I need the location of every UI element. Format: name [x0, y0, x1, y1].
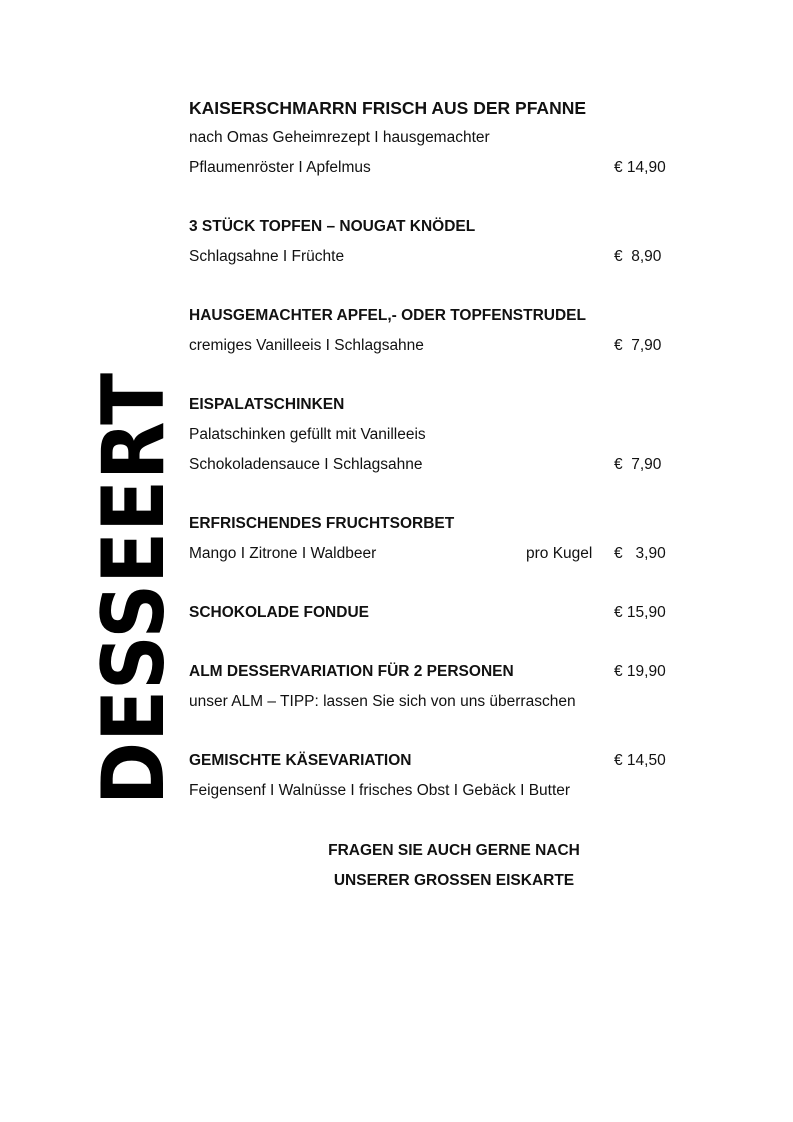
item-description: nach Omas Geheimrezept I hausgemachter — [189, 129, 490, 146]
item-price: € 15,90 — [614, 604, 666, 621]
item-price: € 3,90 — [614, 545, 666, 562]
menu-item-schokolade-fondue — [189, 598, 689, 628]
item-title-row — [189, 598, 689, 628]
item-description: Mango I Zitrone I Waldbeer — [189, 545, 377, 562]
menu-item-kaiserschmarrn — [189, 93, 689, 183]
item-unit: pro Kugel — [526, 545, 593, 562]
side-title — [83, 316, 184, 805]
item-description: Schlagsahne I Früchte — [189, 248, 345, 265]
item-price: € 14,50 — [614, 752, 666, 769]
side-title-graphic — [83, 316, 184, 805]
menu-item-fruchtsorbet — [189, 509, 689, 569]
item-price: € 8,90 — [614, 248, 662, 265]
item-description-row — [189, 242, 689, 272]
item-title-row — [189, 746, 689, 776]
side-title-text: DESSEERT — [84, 316, 184, 805]
item-description: Palatschinken gefüllt mit Vanilleeis — [189, 426, 426, 443]
menu-item-eispalatschinken — [189, 390, 689, 480]
footer-note — [190, 836, 718, 896]
item-description-row — [189, 153, 689, 183]
item-description: Schokoladensauce I Schlagsahne — [189, 456, 423, 473]
menu-item-alm-dessertvariation — [189, 657, 689, 717]
item-title: ALM DESSERVARIATION FÜR 2 PERSONEN — [189, 663, 514, 680]
item-title: EISPALATSCHINKEN — [189, 396, 345, 413]
item-price: € 7,90 — [614, 456, 662, 473]
menu-item-topfen-nougat-knoedel — [189, 212, 689, 272]
item-description: unser ALM – TIPP: lassen Sie sich von uns überraschen — [189, 693, 576, 710]
menu-item-strudel — [189, 301, 689, 361]
item-title-row — [189, 657, 689, 687]
item-description-row — [189, 539, 689, 569]
item-description-row — [189, 331, 689, 361]
item-price: € 7,90 — [614, 337, 662, 354]
item-description: Pflaumenröster I Apfelmus — [189, 159, 371, 176]
item-title: ERFRISCHENDES FRUCHTSORBET — [189, 515, 455, 532]
dessert-menu — [189, 93, 689, 835]
item-title: KAISERSCHMARRN FRISCH AUS DER PFANNE — [189, 98, 587, 118]
item-title: 3 STÜCK TOPFEN – NOUGAT KNÖDEL — [189, 218, 476, 235]
item-description: cremiges Vanilleeis I Schlagsahne — [189, 337, 424, 354]
menu-item-kaesevariation — [189, 746, 689, 806]
item-description-row — [189, 450, 689, 480]
item-description: Feigensenf I Walnüsse I frisches Obst I Gebäck I Butter — [189, 782, 571, 799]
footer-line: UNSERER GROSSEN EISKARTE — [333, 872, 575, 889]
item-title: HAUSGEMACHTER APFEL,- ODER TOPFENSTRUDEL — [189, 307, 586, 324]
item-title: GEMISCHTE KÄSEVARIATION — [189, 752, 412, 769]
footer-line: FRAGEN SIE AUCH GERNE NACH — [328, 842, 580, 859]
item-price: € 19,90 — [614, 663, 666, 680]
item-title: SCHOKOLADE FONDUE — [189, 604, 369, 621]
item-price: € 14,90 — [614, 159, 666, 176]
